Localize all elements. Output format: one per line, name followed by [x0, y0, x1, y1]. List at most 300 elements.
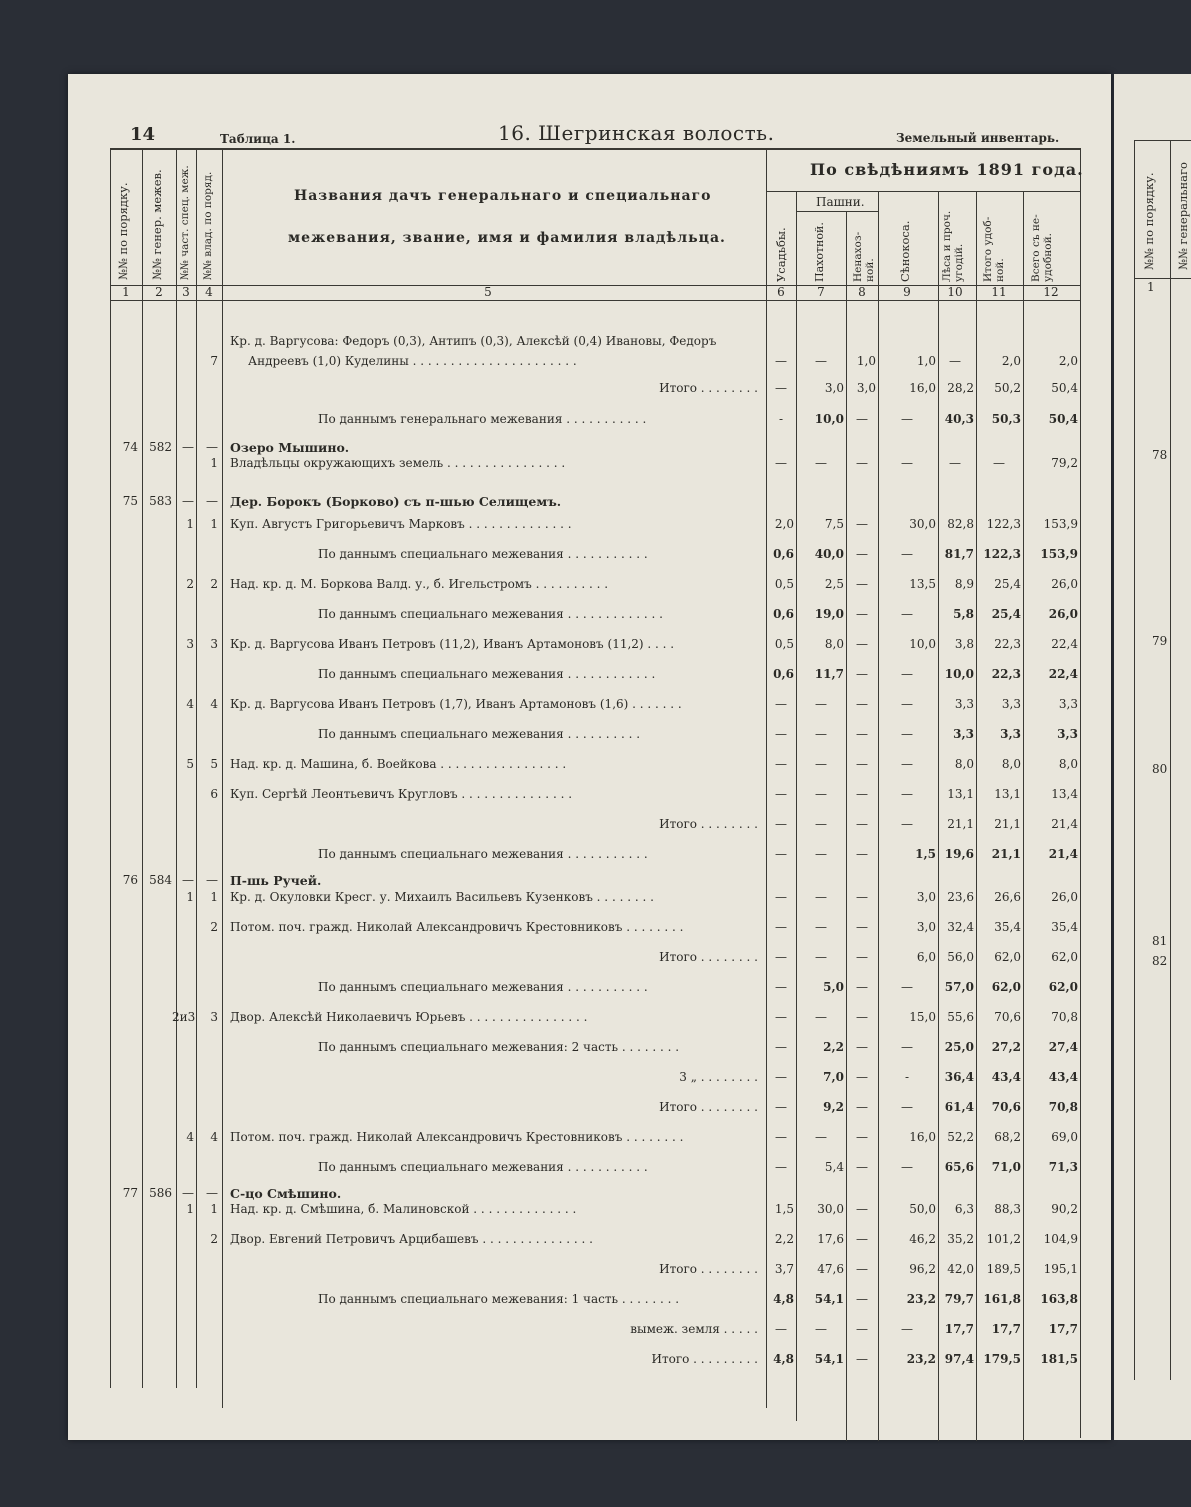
row-value-col-7: —: [815, 456, 827, 470]
column-number: 1: [122, 285, 130, 299]
row-value-col-7: 2,5: [824, 577, 844, 591]
col-header-10: Лѣса и проч. угодiй.: [941, 210, 965, 282]
row-special-number: 2и3: [172, 1010, 196, 1024]
row-value-col-10: 5,8: [953, 607, 974, 621]
row-value-col-11: 3,3: [1001, 697, 1021, 711]
row-value-col-12: 21,4: [1051, 817, 1078, 831]
row-value-col-6: 2,0: [774, 517, 794, 531]
col-header-8: Ненахоз-ной.: [852, 231, 876, 282]
row-owner-name: Кр. д. Окуловки Кресг. у. Михаилъ Васильевъ Кузенковъ . . . . . . . .: [230, 890, 654, 904]
row-value-col-9: 1,0: [916, 354, 936, 368]
row-value-col-8: —: [856, 1070, 868, 1084]
row-value-col-9: —: [901, 1160, 913, 1174]
row-special-number: —: [182, 440, 194, 454]
row-value-col-12: 79,2: [1051, 456, 1078, 470]
row-owner-number: 3: [210, 1010, 218, 1024]
row-owner-name: По даннымъ генеральнаго межевания . . . . . . . . . . .: [318, 412, 647, 426]
row-value-col-10: —: [949, 456, 961, 470]
row-value-col-9: 1,5: [915, 847, 936, 861]
row-owner-number: 1: [210, 1202, 218, 1216]
row-owner-number: —: [206, 873, 218, 887]
row-value-col-7: 17,6: [817, 1232, 844, 1246]
row-value-col-9: 15,0: [909, 1010, 936, 1024]
col-header-9: Сѣнокоса.: [898, 220, 912, 282]
next-page-row-index: 82: [1152, 954, 1168, 968]
row-value-col-6: —: [775, 456, 787, 470]
row-value-col-6: —: [775, 1100, 787, 1114]
row-value-col-6: —: [775, 1010, 787, 1024]
row-value-col-10: 10,0: [944, 667, 974, 681]
row-value-col-12: 2,0: [1058, 354, 1078, 368]
row-value-col-7: —: [815, 787, 827, 801]
row-value-col-6: —: [775, 727, 787, 741]
row-value-col-11: 27,2: [991, 1040, 1021, 1054]
row-locality-title: Озеро Мышино.: [230, 440, 350, 455]
row-value-col-7: —: [815, 847, 827, 861]
row-value-col-12: 70,8: [1051, 1010, 1078, 1024]
numbers-rule: [110, 300, 1080, 301]
row-value-col-9: 30,0: [909, 517, 936, 531]
row-locality-title: Дер. Борокъ (Борково) съ п-шью Селищемъ.: [230, 494, 562, 509]
row-value-col-8: —: [856, 607, 868, 621]
row-value-col-6: —: [775, 787, 787, 801]
column-number: 6: [777, 285, 785, 299]
row-special-number: —: [182, 873, 194, 887]
row-locality-title: П-шь Ручей.: [230, 873, 322, 888]
row-value-col-8: 1,0: [856, 354, 876, 368]
row-value-col-7: —: [815, 950, 827, 964]
row-value-col-6: —: [775, 847, 787, 861]
row-value-col-6: —: [775, 890, 787, 904]
row-value-col-7: —: [815, 354, 827, 368]
row-value-col-11: 50,2: [994, 381, 1021, 395]
row-index: 77: [122, 1186, 138, 1200]
col-line: [1080, 148, 1081, 1438]
row-owner-name: Владѣльцы окружающихъ земель . . . . . . . . . . . . . . . .: [230, 456, 566, 470]
next-col-header-2: №№ генеральнаго: [1176, 162, 1190, 270]
row-value-col-8: —: [856, 1232, 868, 1246]
row-owner-name: Итого . . . . . . . .: [659, 950, 758, 964]
col-line: [110, 148, 111, 1388]
row-value-col-9: 46,2: [909, 1232, 936, 1246]
row-gen-number: 582: [149, 440, 172, 454]
row-special-number: 1: [186, 890, 194, 904]
row-value-col-10: 3,3: [954, 697, 974, 711]
row-value-col-10: 13,1: [947, 787, 974, 801]
row-owner-name: По даннымъ специальнаго межевания . . . . . . . . . . .: [318, 980, 648, 994]
row-value-col-12: 69,0: [1051, 1130, 1078, 1144]
row-value-col-10: 19,6: [944, 847, 974, 861]
row-special-number: 5: [186, 757, 194, 771]
row-value-col-6: —: [775, 817, 787, 831]
row-value-col-10: 32,4: [947, 920, 974, 934]
row-owner-number: 1: [210, 890, 218, 904]
col-header-11: Итого удоб-ной.: [982, 216, 1006, 282]
row-value-col-11: 161,8: [983, 1292, 1021, 1306]
row-value-col-12: 153,9: [1043, 517, 1078, 531]
next-col-header-1: №№ по порядку.: [1142, 172, 1156, 270]
col-line: [222, 148, 223, 1408]
row-value-col-7: —: [815, 920, 827, 934]
row-value-col-8: —: [856, 757, 868, 771]
column-number: 4: [205, 285, 213, 299]
row-owner-number: —: [206, 440, 218, 454]
col-header-5-line1: Названия дачъ генеральнаго и специальнаго: [294, 188, 712, 204]
row-value-col-11: 101,2: [986, 1232, 1021, 1246]
col-line: [1023, 191, 1024, 1441]
row-value-col-11: 70,6: [994, 1010, 1021, 1024]
row-value-col-12: 27,4: [1048, 1040, 1078, 1054]
row-gen-number: 584: [149, 873, 172, 887]
row-value-col-7: 9,2: [823, 1100, 844, 1114]
row-owner-name: Над. кр. д. М. Боркова Валд. у., б. Игельстромъ . . . . . . . . . .: [230, 577, 609, 591]
row-value-col-9: —: [901, 607, 913, 621]
row-value-col-12: 3,3: [1058, 697, 1078, 711]
row-value-col-7: —: [815, 727, 827, 741]
row-value-col-12: 3,3: [1057, 727, 1078, 741]
group-rule: [766, 191, 1080, 192]
row-value-col-8: —: [856, 456, 868, 470]
row-value-col-7: —: [815, 1322, 827, 1336]
row-value-col-8: —: [856, 1130, 868, 1144]
row-value-col-9: —: [901, 1322, 913, 1336]
section-title: Земельный инвентарь.: [896, 131, 1060, 145]
row-value-col-9: —: [901, 727, 913, 741]
row-owner-name: Итого . . . . . . . .: [659, 1100, 758, 1114]
row-value-col-10: 21,1: [947, 817, 974, 831]
row-value-col-8: —: [856, 787, 868, 801]
row-value-col-10: 25,0: [944, 1040, 974, 1054]
col-header-3: №№ част. спец. меж.: [179, 165, 191, 280]
row-value-col-12: 26,0: [1048, 607, 1078, 621]
row-owner-number: —: [206, 1186, 218, 1200]
column-number: 2: [155, 285, 163, 299]
next-page-row-index: 80: [1152, 762, 1168, 776]
row-value-col-6: —: [775, 1130, 787, 1144]
row-value-col-8: —: [856, 577, 868, 591]
row-value-col-8: —: [856, 920, 868, 934]
row-value-col-8: —: [856, 1352, 868, 1366]
row-value-col-10: 3,8: [954, 637, 974, 651]
row-value-col-12: 8,0: [1058, 757, 1078, 771]
row-value-col-7: —: [815, 1010, 827, 1024]
row-value-col-9: 6,0: [916, 950, 936, 964]
row-value-col-8: —: [856, 1292, 868, 1306]
row-owner-number: 1: [210, 456, 218, 470]
row-value-col-10: 36,4: [944, 1070, 974, 1084]
col-line: [938, 191, 939, 1441]
row-value-col-9: —: [901, 547, 913, 561]
row-special-number: —: [182, 494, 194, 508]
row-owner-number: 5: [210, 757, 218, 771]
row-value-col-6: 1,5: [774, 1202, 794, 1216]
row-value-col-8: —: [856, 517, 868, 531]
row-owner-number: 2: [210, 577, 218, 591]
row-owner-name: По даннымъ специальнаго межевания . . . . . . . . . . .: [318, 1160, 648, 1174]
row-value-col-12: 71,3: [1048, 1160, 1078, 1174]
row-value-col-7: 54,1: [814, 1292, 844, 1306]
row-value-col-11: 8,0: [1001, 757, 1021, 771]
row-owner-name: Над. кр. д. Машина, б. Воейкова . . . . . . . . . . . . . . . . .: [230, 757, 567, 771]
row-value-col-8: 3,0: [856, 381, 876, 395]
col-header-2: №№ генер. межев.: [150, 169, 164, 280]
col-line: [766, 148, 767, 1408]
row-special-number: 1: [186, 1202, 194, 1216]
row-owner-name: вымеж. земля . . . . .: [630, 1322, 758, 1336]
column-number: 12: [1043, 285, 1059, 299]
row-value-col-8: —: [856, 1202, 868, 1216]
row-value-col-12: 90,2: [1051, 1202, 1078, 1216]
next-col-number: 1: [1147, 280, 1155, 294]
row-owner-name: По даннымъ специальнаго межевания: 1 часть . . . . . . . .: [318, 1292, 680, 1306]
row-value-col-8: —: [856, 697, 868, 711]
row-value-col-6: 0,5: [774, 637, 794, 651]
row-owner-name: По даннымъ специальнаго межевания . . . . . . . . . . .: [318, 547, 648, 561]
row-owner-name: Над. кр. д. Смѣшина, б. Малиновской . . . . . . . . . . . . . .: [230, 1202, 577, 1216]
row-value-col-8: —: [856, 667, 868, 681]
column-number: 10: [947, 285, 963, 299]
row-value-col-12: 26,0: [1051, 577, 1078, 591]
row-value-col-11: 189,5: [986, 1262, 1021, 1276]
row-value-col-11: 122,3: [983, 547, 1021, 561]
row-value-col-10: 82,8: [947, 517, 974, 531]
row-value-col-6: —: [775, 950, 787, 964]
pashni-rule: [796, 211, 878, 212]
row-value-col-12: 21,4: [1048, 847, 1078, 861]
header-rule: [110, 285, 1080, 286]
row-owner-number: 2: [210, 920, 218, 934]
row-value-col-6: 3,7: [774, 1262, 794, 1276]
row-value-col-9: 16,0: [909, 381, 936, 395]
row-value-col-11: 70,6: [991, 1100, 1021, 1114]
row-value-col-11: —: [993, 456, 1005, 470]
row-owner-number: 4: [210, 1130, 218, 1144]
row-value-col-10: 6,3: [954, 1202, 974, 1216]
col-line: [878, 191, 879, 1441]
next-header-rule: [1134, 278, 1191, 279]
column-number: 5: [484, 285, 492, 299]
row-value-col-8: —: [856, 412, 868, 426]
document-page: [68, 74, 1111, 1440]
row-value-col-9: 50,0: [909, 1202, 936, 1216]
row-value-col-7: —: [815, 817, 827, 831]
row-owner-name: Кр. д. Варгусова Иванъ Петровъ (11,2), Иванъ Артамоновъ (11,2) . . . .: [230, 637, 675, 651]
row-value-col-11: 71,0: [991, 1160, 1021, 1174]
next-page-edge: [1114, 74, 1191, 1440]
row-value-col-11: 25,4: [994, 577, 1021, 591]
row-value-col-12: 181,5: [1040, 1352, 1078, 1366]
row-owner-name: По даннымъ специальнаго межевания . . . . . . . . . . . . .: [318, 607, 663, 621]
row-value-col-10: 56,0: [947, 950, 974, 964]
row-value-col-7: 11,7: [814, 667, 844, 681]
row-value-col-10: 28,2: [947, 381, 974, 395]
row-value-col-6: —: [775, 1070, 787, 1084]
row-value-col-9: 10,0: [909, 637, 936, 651]
row-value-col-12: 163,8: [1040, 1292, 1078, 1306]
row-value-col-11: 179,5: [983, 1352, 1021, 1366]
row-value-col-8: —: [856, 1010, 868, 1024]
row-special-number: 1: [186, 517, 194, 531]
row-value-col-10: 17,7: [944, 1322, 974, 1336]
row-owner-name: Потом. поч. гражд. Николай Александровичъ Крестовниковъ . . . . . . . .: [230, 1130, 684, 1144]
row-locality-title: С-цо Смѣшино.: [230, 1186, 342, 1201]
row-value-col-7: 47,6: [817, 1262, 844, 1276]
row-value-col-7: 3,0: [824, 381, 844, 395]
row-value-col-6: 4,8: [773, 1352, 794, 1366]
row-value-col-9: —: [901, 456, 913, 470]
row-gen-number: 586: [149, 1186, 172, 1200]
row-value-col-10: 61,4: [944, 1100, 974, 1114]
col-header-5-line2: межевания, звание, имя и фамилия владѣльца.: [288, 230, 726, 246]
row-value-col-9: 13,5: [909, 577, 936, 591]
row-owner-number: 4: [210, 697, 218, 711]
row-value-col-9: 3,0: [916, 920, 936, 934]
row-value-col-11: 50,3: [991, 412, 1021, 426]
row-owner-name: По даннымъ специальнаго межевания . . . . . . . . . .: [318, 727, 641, 741]
row-value-col-7: 7,5: [824, 517, 844, 531]
row-owner-name: Итого . . . . . . . .: [659, 817, 758, 831]
row-owner-number: 3: [210, 637, 218, 651]
row-gen-number: 583: [149, 494, 172, 508]
row-value-col-6: —: [775, 697, 787, 711]
row-value-col-7: 5,0: [823, 980, 844, 994]
row-value-col-6: 2,2: [774, 1232, 794, 1246]
row-value-col-7: 54,1: [814, 1352, 844, 1366]
row-value-col-9: 23,2: [906, 1352, 936, 1366]
row-value-col-7: —: [815, 890, 827, 904]
row-value-col-8: —: [856, 890, 868, 904]
row-value-col-10: 8,0: [954, 757, 974, 771]
row-value-col-8: —: [856, 950, 868, 964]
row-value-col-11: 26,6: [994, 890, 1021, 904]
col-header-1: №№ по порядку.: [116, 182, 130, 280]
row-value-col-6: —: [775, 1040, 787, 1054]
table-top-rule: [110, 148, 1080, 150]
column-number: 7: [817, 285, 825, 299]
row-value-col-12: 22,4: [1048, 667, 1078, 681]
row-value-col-7: —: [815, 1130, 827, 1144]
row-special-number: 4: [186, 1130, 194, 1144]
row-value-col-8: —: [856, 1100, 868, 1114]
row-value-col-6: -: [778, 412, 784, 426]
row-owner-name: По даннымъ специальнаго межевания . . . . . . . . . . . .: [318, 667, 656, 681]
row-value-col-7: 30,0: [817, 1202, 844, 1216]
row-value-col-10: 8,9: [954, 577, 974, 591]
col-header-6: Усадьбы.: [774, 227, 788, 282]
row-value-col-11: 13,1: [994, 787, 1021, 801]
row-value-col-6: 4,8: [773, 1292, 794, 1306]
row-value-col-10: 35,2: [947, 1232, 974, 1246]
row-owner-number: 6: [210, 787, 218, 801]
row-value-col-7: 10,0: [814, 412, 844, 426]
row-owner-name: Кр. д. Варгусова: Федоръ (0,3), Антипъ (0,3), Алексѣй (0,4) Ивановы, Федоръ: [230, 334, 717, 348]
row-value-col-6: 0,6: [773, 547, 794, 561]
row-owner-name: Итого . . . . . . . . .: [651, 1352, 758, 1366]
row-value-col-10: 52,2: [947, 1130, 974, 1144]
row-owner-name: Куп. Сергѣй Леонтьевичъ Кругловъ . . . . . . . . . . . . . . .: [230, 787, 573, 801]
row-owner-name-cont: Андреевъ (1,0) Куделины . . . . . . . . . . . . . . . . . . . . . .: [248, 354, 577, 368]
row-value-col-8: —: [856, 1040, 868, 1054]
row-value-col-11: 62,0: [994, 950, 1021, 964]
row-value-col-6: —: [775, 1160, 787, 1174]
row-value-col-12: 195,1: [1043, 1262, 1078, 1276]
row-value-col-8: —: [856, 980, 868, 994]
row-value-col-11: 88,3: [994, 1202, 1021, 1216]
row-value-col-11: 3,3: [1000, 727, 1021, 741]
row-value-col-7: —: [815, 697, 827, 711]
row-value-col-9: —: [901, 412, 913, 426]
row-value-col-12: 62,0: [1051, 950, 1078, 964]
group-header: По свѣдѣниямъ 1891 года.: [810, 160, 1084, 179]
row-owner-name: По даннымъ специальнаго межевания . . . . . . . . . . .: [318, 847, 648, 861]
page-number: 14: [130, 124, 156, 145]
row-value-col-6: —: [775, 980, 787, 994]
row-value-col-6: 0,5: [774, 577, 794, 591]
row-special-number: 4: [186, 697, 194, 711]
column-number: 8: [858, 285, 866, 299]
row-value-col-12: 13,4: [1051, 787, 1078, 801]
row-value-col-8: —: [856, 817, 868, 831]
row-value-col-9: —: [901, 667, 913, 681]
row-value-col-10: 81,7: [944, 547, 974, 561]
row-value-col-8: —: [856, 727, 868, 741]
row-value-col-11: 122,3: [986, 517, 1021, 531]
row-value-col-9: -: [904, 1070, 910, 1084]
row-value-col-9: —: [901, 757, 913, 771]
row-owner-name: Двор. Евгений Петровичъ Арцибашевъ . . . . . . . . . . . . . . .: [230, 1232, 593, 1246]
row-value-col-12: 62,0: [1048, 980, 1078, 994]
row-value-col-9: —: [901, 980, 913, 994]
row-value-col-7: 40,0: [814, 547, 844, 561]
row-value-col-8: —: [856, 847, 868, 861]
row-value-col-6: 0,6: [773, 607, 794, 621]
row-value-col-9: —: [901, 1040, 913, 1054]
row-index: 74: [122, 440, 138, 454]
row-special-number: —: [182, 1186, 194, 1200]
row-value-col-9: —: [901, 787, 913, 801]
row-value-col-6: —: [775, 757, 787, 771]
row-value-col-6: 0,6: [773, 667, 794, 681]
row-owner-name: Итого . . . . . . . .: [659, 1262, 758, 1276]
row-value-col-11: 25,4: [991, 607, 1021, 621]
row-index: 75: [122, 494, 138, 508]
row-value-col-9: 3,0: [916, 890, 936, 904]
row-value-col-10: 57,0: [944, 980, 974, 994]
row-value-col-10: 42,0: [947, 1262, 974, 1276]
row-value-col-12: 50,4: [1051, 381, 1078, 395]
row-value-col-10: 23,6: [947, 890, 974, 904]
next-page-row-index: 81: [1152, 934, 1168, 948]
row-value-col-9: 16,0: [909, 1130, 936, 1144]
row-value-col-11: 21,1: [991, 847, 1021, 861]
row-special-number: 2: [186, 577, 194, 591]
row-value-col-7: —: [815, 757, 827, 771]
row-special-number: 3: [186, 637, 194, 651]
row-value-col-12: 35,4: [1051, 920, 1078, 934]
row-value-col-10: 3,3: [953, 727, 974, 741]
row-value-col-9: 23,2: [906, 1292, 936, 1306]
row-value-col-12: 70,8: [1048, 1100, 1078, 1114]
row-value-col-7: 8,0: [824, 637, 844, 651]
column-number: 9: [903, 285, 911, 299]
col-line: [196, 148, 197, 1388]
row-value-col-8: —: [856, 1262, 868, 1276]
row-value-col-9: —: [901, 697, 913, 711]
row-value-col-12: 26,0: [1051, 890, 1078, 904]
row-owner-name: Кр. д. Варгусова Иванъ Петровъ (1,7), Иванъ Артамоновъ (1,6) . . . . . . .: [230, 697, 682, 711]
row-value-col-11: 35,4: [994, 920, 1021, 934]
row-value-col-12: 153,9: [1040, 547, 1078, 561]
